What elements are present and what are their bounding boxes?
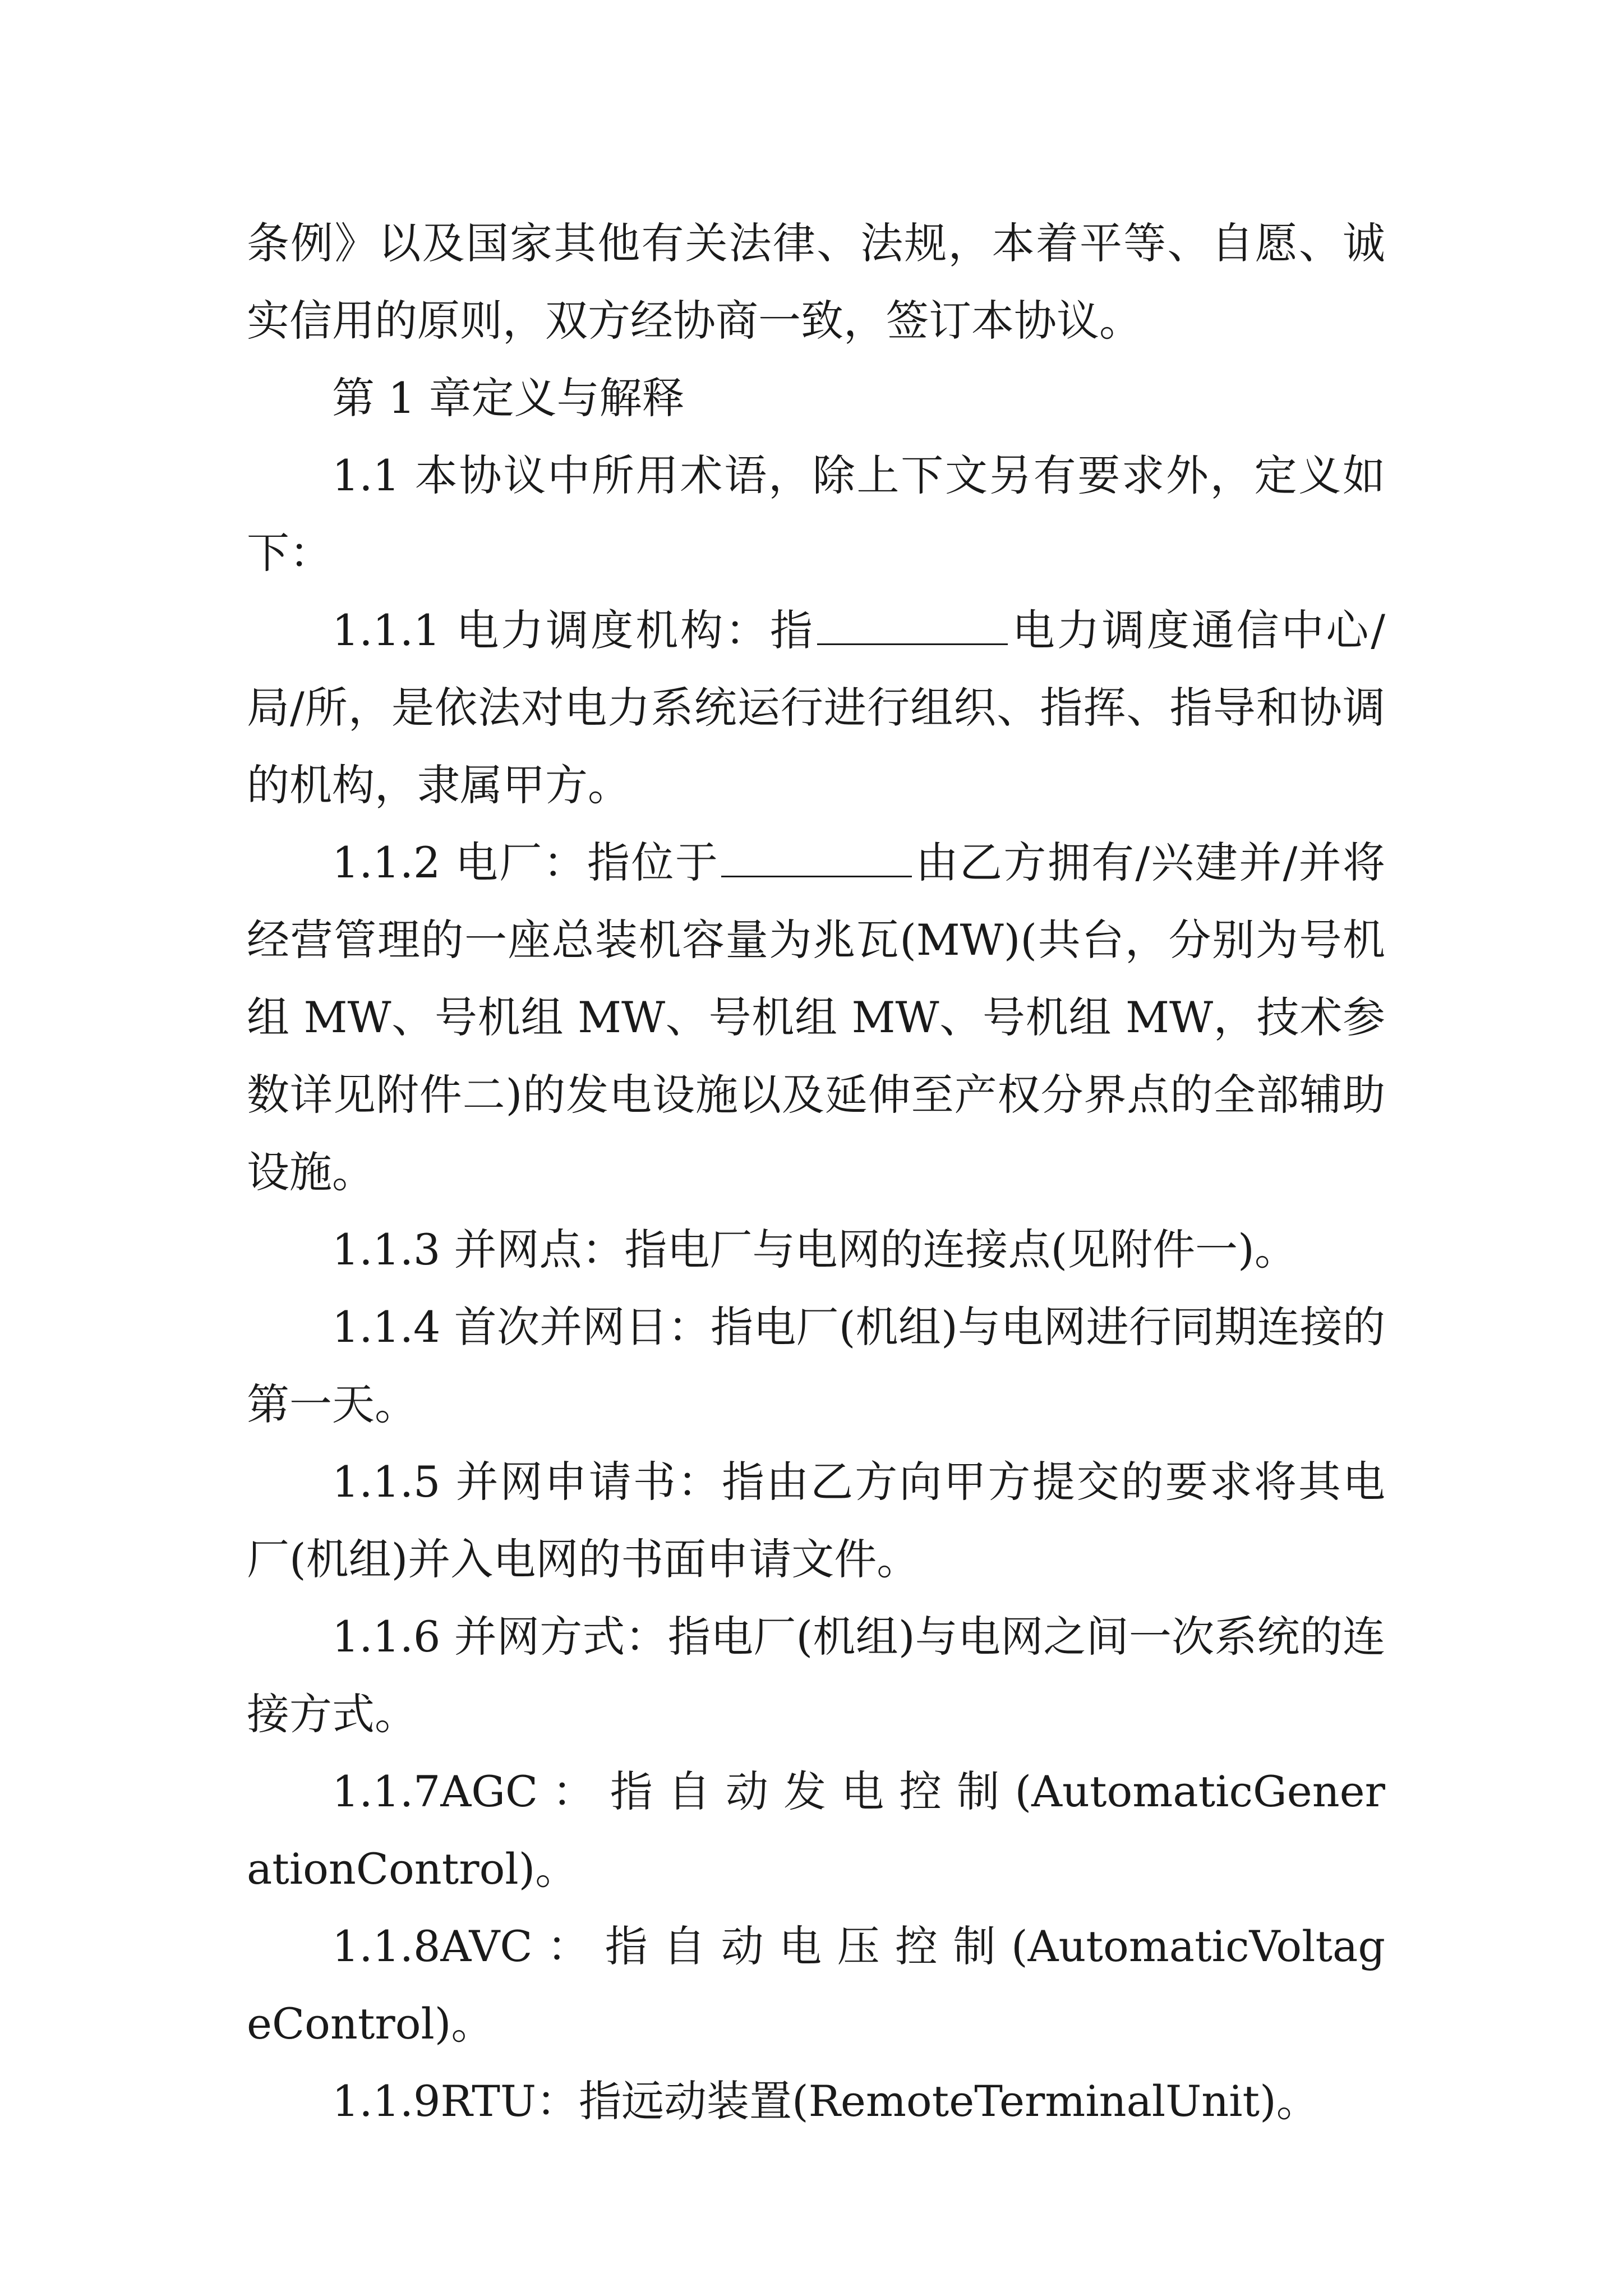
chapter-heading: 第 1 章定义与解释 xyxy=(332,373,685,423)
paragraph-1-1-2 xyxy=(247,824,1385,1211)
paragraph-1-1-5: 1.1.5 并网申请书：指由乙方向甲方提交的要求将其电厂(机组)并入电网的书面申请文件。 xyxy=(247,1457,1385,1584)
paragraph-1-1-3: 1.1.3 并网点：指电厂与电网的连接点(见附件一)。 xyxy=(332,1225,1297,1274)
paragraph-1-1-9: 1.1.9RTU：指远动装置(RemoteTerminalUnit)。 xyxy=(332,2076,1319,2126)
paragraph-1-1-4: 1.1.4 首次并网日：指电厂(机组)与电网进行同期连接的第一天。 xyxy=(247,1302,1385,1429)
paragraph-1-1-8: 1.1.8AVC ： 指 自 动 电 压 控 制 (AutomaticVoltageControl)。 xyxy=(247,1921,1385,2049)
paragraph-1-1-1 xyxy=(247,592,1385,824)
paragraph-1-1-6: 1.1.6 并网方式：指电厂(机组)与电网之间一次系统的连接方式。 xyxy=(247,1612,1385,1739)
paragraph-1-1-1-before: 1.1.1 电力调度机构：指 xyxy=(332,605,815,655)
paragraph-1-1-2-before: 1.1.2 电厂：指位于 xyxy=(332,838,720,887)
document-body xyxy=(247,205,1385,2140)
paragraph-1-1-7: 1.1.7AGC ： 指 自 动 发 电 控 制 (AutomaticGenerationControl)。 xyxy=(247,1766,1385,1894)
paragraph-1-1-2-after: 由乙方拥有/兴建并/并将经营管理的一座总装机容量为兆瓦(MW)(共台，分别为号机组 MW、号机组 MW、号机组 MW、号机组 MW，技术参数详见附件二)的发电设施以及延伸至产权分界点的全部辅助设施。 xyxy=(247,838,1385,1197)
fill-in-blank xyxy=(721,838,912,877)
paragraph-1-1: 1.1 本协议中所用术语，除上下文另有要求外，定义如下： xyxy=(247,450,1385,578)
paragraph-1-1-1-after: 电力调度通信中心/局/所，是依法对电力系统运行进行组织、指挥、指导和协调的机构，隶属甲方。 xyxy=(247,605,1385,810)
fill-in-blank xyxy=(817,605,1008,645)
paragraph-intro: 条例》以及国家其他有关法律、法规，本着平等、自愿、诚实信用的原则，双方经协商一致，签订本协议。 xyxy=(247,218,1385,346)
